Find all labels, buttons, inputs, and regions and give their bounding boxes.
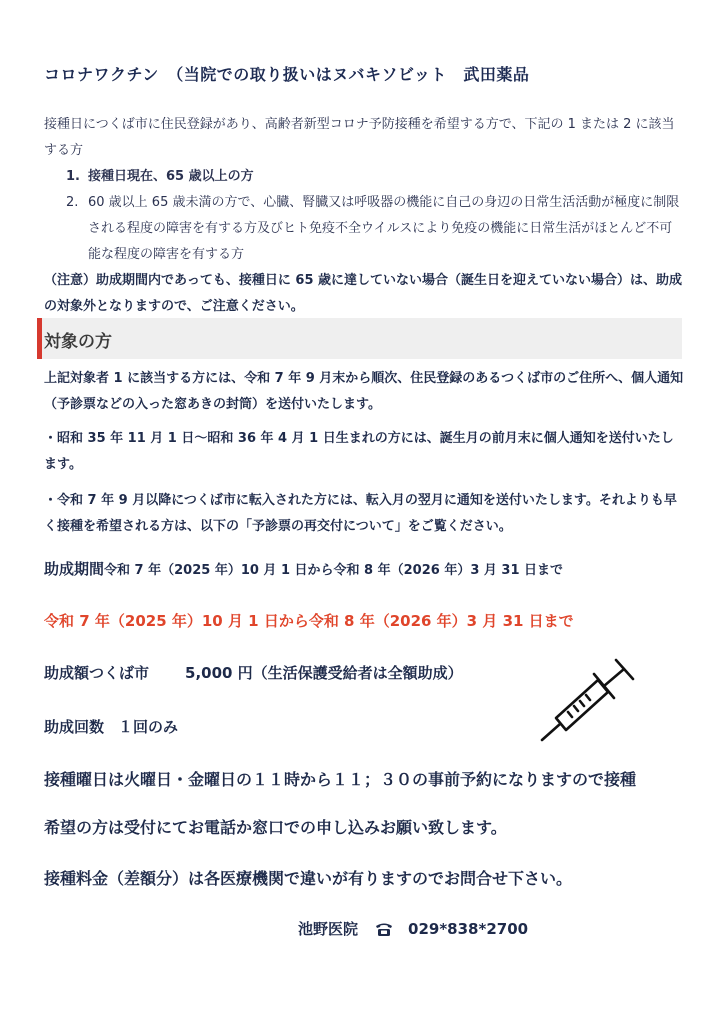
- subsidy-count-value: １回のみ: [118, 718, 179, 736]
- fee-note: 接種料金（差額分）は各医療機関で違いが有りますのでお問合せ下さい。: [44, 869, 573, 888]
- condition-item-1: [66, 164, 682, 190]
- subsidy-amount-label: 助成額つくば市: [44, 664, 150, 682]
- condition-item-2: [66, 190, 682, 268]
- schedule-line-1: 接種曜日は火曜日・金曜日の１１時から１１；３０の事前予約になりますので接種: [44, 770, 637, 789]
- subsidy-period-label: 助成期間: [44, 560, 105, 578]
- syringe-icon: [536, 654, 640, 746]
- eligibility-intro: 接種日につくば市に住民登録があり、高齢者新型コロナ予防接種を希望する方で、下記の 1 または 2 に該当する方: [44, 117, 675, 158]
- section-accent-bar: [37, 318, 42, 359]
- eligibility-conditions: [66, 164, 682, 268]
- subsidy-amount-value: 5,000 円（生活保護受給者は全額助成）: [185, 664, 463, 682]
- subsidy-amount: [44, 662, 463, 683]
- condition-text: 60 歳以上 65 歳未満の方で、心臓、腎臓又は呼吸器の機能に自己の身辺の日常生活活動が極度に制限される程度の障害を有する方及びヒト免疫不全ウイルスにより免疫の機能に日常生活がほとんど不可能な程度の障害を有する方: [88, 195, 680, 262]
- section-title: 対象の方: [44, 332, 112, 352]
- schedule-line-2: 希望の方は受付にてお電話か窓口での申し込みお願い致します。: [44, 818, 507, 837]
- subsidy-count-label: 助成回数: [44, 718, 105, 736]
- condition-number: 1.: [66, 169, 80, 184]
- clinic-name: 池野医院: [298, 920, 359, 938]
- page-title: コロナワクチン （当院での取り扱いはヌバキソビット 武田薬品: [44, 65, 530, 84]
- section-header: [37, 318, 682, 359]
- subsidy-period-value: 令和 7 年（2025 年）10 月 1 日から令和 8 年（2026 年）3 月 31 日まで: [104, 563, 564, 578]
- condition-number: 2.: [66, 195, 79, 210]
- eligibility-note: （注意）助成期間内であっても、接種日に 65 歳に達していない場合（誕生日を迎えていない場合）は、助成の対象外となりますので、ご注意ください。: [44, 273, 683, 314]
- clinic-contact: [298, 918, 528, 939]
- target-paragraph-1: 上記対象者 1 に該当する方には、令和 7 年 9 月末から順次、住民登録のあるつくば市のご住所へ、個人通知（予診票などの入った窓あきの封筒）を送付いたします。: [44, 371, 684, 412]
- subsidy-period: [44, 558, 563, 579]
- target-paragraph-2: ・昭和 35 年 11 月 1 日～昭和 36 年 4 月 1 日生まれの方には、誕生月の前月末に個人通知を送付いたします。: [44, 431, 674, 472]
- condition-text: 接種日現在、65 歳以上の方: [88, 169, 254, 184]
- subsidy-period-highlight: 令和 7 年（2025 年）10 月 1 日から令和 8 年（2026 年）3 月 31 日まで: [44, 612, 574, 630]
- telephone-icon: [374, 921, 394, 937]
- subsidy-count: [44, 716, 178, 737]
- target-paragraph-3: ・令和 7 年 9 月以降につくば市に転入された方には、転入月の翌月に通知を送付いたします。それよりも早く接種を希望される方は、以下の「予診票の再交付について」をご覧ください。: [44, 493, 677, 534]
- clinic-phone: 029*838*2700: [408, 919, 529, 938]
